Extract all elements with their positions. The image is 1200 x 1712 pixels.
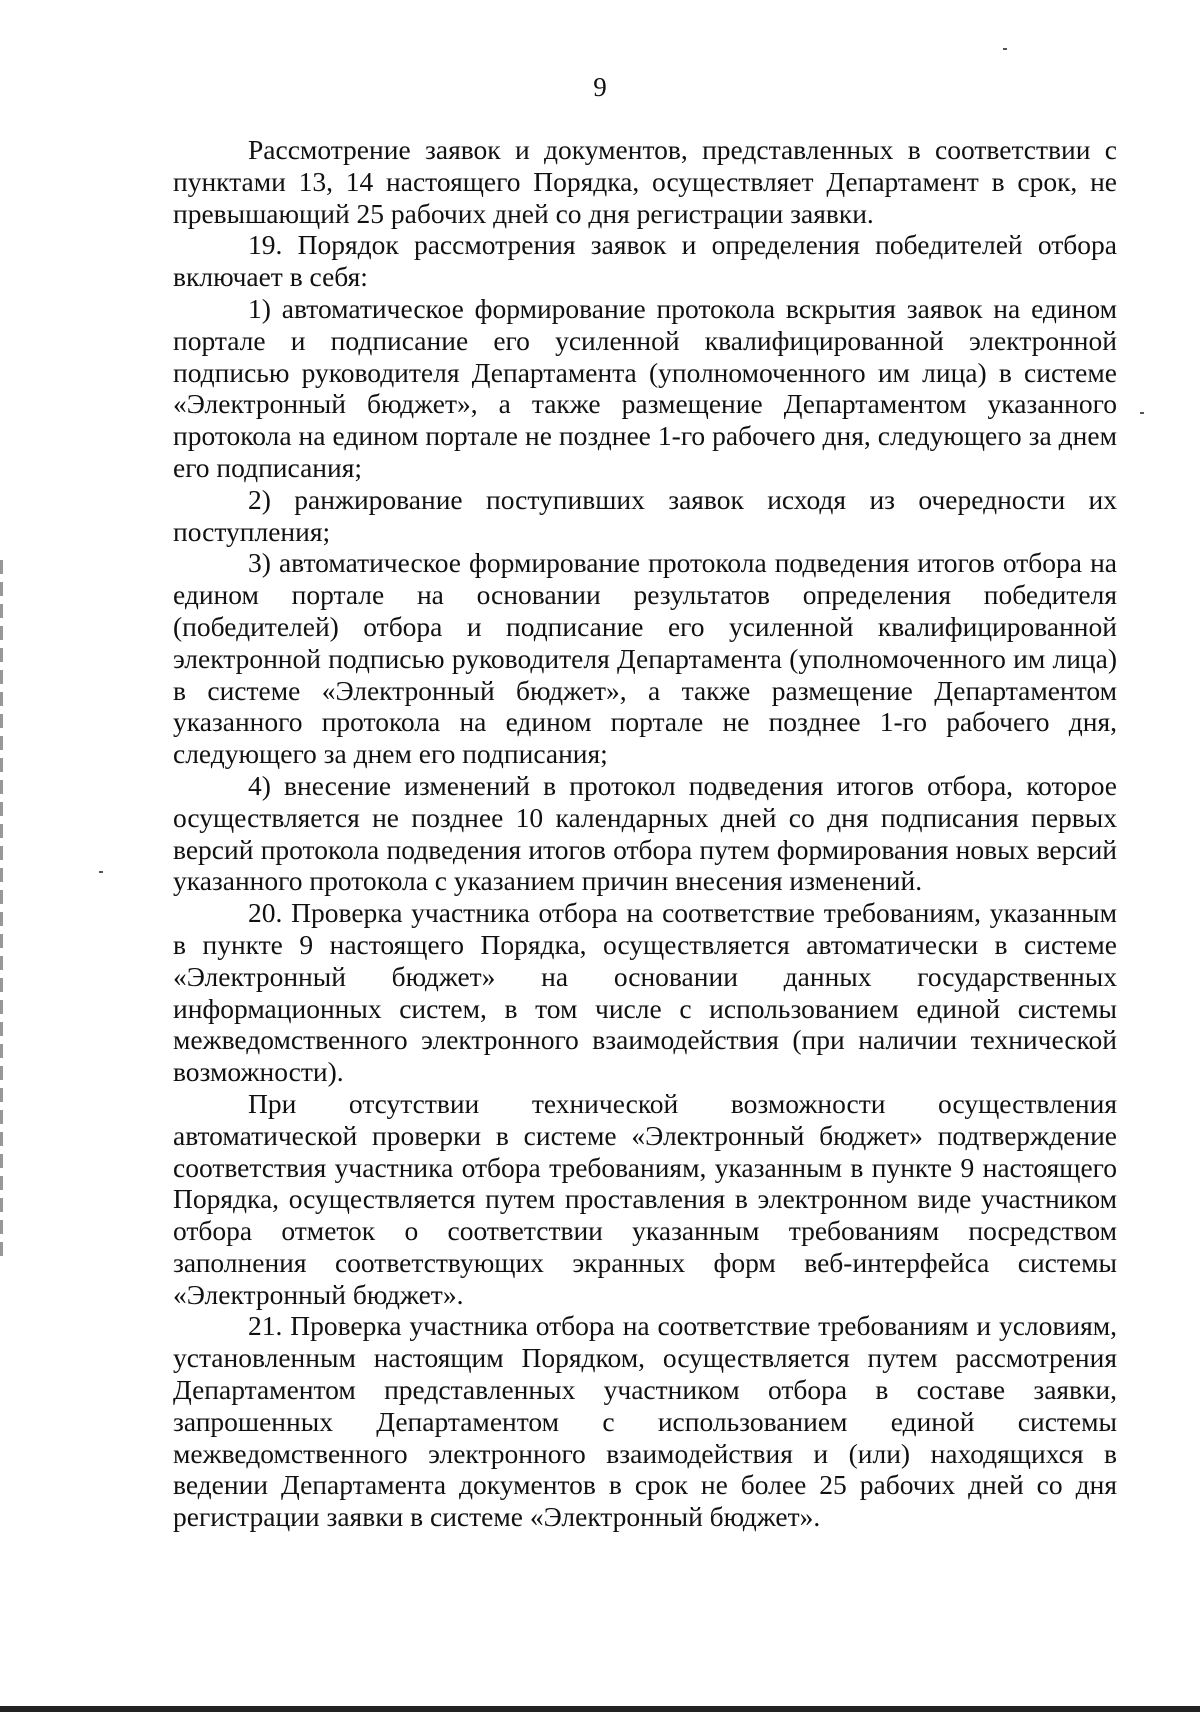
scan-edge-left xyxy=(0,560,3,1260)
paragraph-19-item-4: 4) внесение изменений в протокол подведения итогов отбора, которое осуществляется не позднее 10 календарных дней со дня подписания первых версий протокола подведения итогов отбора путем формирования новых версий указанного протокола с указанием причин внесения изменений. xyxy=(173,769,1117,897)
scan-speck xyxy=(99,871,103,873)
paragraph-20: 20. Проверка участника отбора на соответствие требованиям, указанным в пункте 9 настоящего Порядка, осуществляется автоматически в системе «Электронный бюджет» на основании данных государственных информационных систем, в том числе с использованием единой системы межведомственного электронного взаимодействия (при наличии технической возможности). xyxy=(173,897,1117,1088)
paragraph-review-period: Рассмотрение заявок и документов, представленных в соответствии с пунктами 13, 14 настоящего Порядка, осуществляет Департамент в срок, не превышающий 25 рабочих дней со дня регистрации заявки. xyxy=(173,134,1117,229)
page-number: 9 xyxy=(593,72,607,102)
document-body xyxy=(173,134,1117,1533)
paragraph-20-manual-check: При отсутствии технической возможности осуществления автоматической проверки в системе «Электронный бюджет» подтверждение соответствия участника отбора требованиям, указанным в пункте 9 настоящего Порядка, осуществляется путем проставления в электронном виде участником отбора отметок о соответствии указанным требованиям посредством заполнения соответствующих экранных форм веб-интерфейса системы «Электронный бюджет». xyxy=(173,1087,1117,1310)
paragraph-19-item-3: 3) автоматическое формирование протокола подведения итогов отбора на едином портале на основании результатов определения победителя (победителей) отбора и подписание его усиленной квалифицированной электронной подписью руководителя Департамента (уполномоченного им лица) в системе «Электронный бюджет», а также размещение Департаментом указанного протокола на едином портале не позднее 1-го рабочего дня, следующего за днем его подписания; xyxy=(173,547,1117,770)
scan-speck xyxy=(1140,412,1144,414)
scan-edge-bottom xyxy=(0,1706,1200,1712)
scan-speck xyxy=(1003,48,1007,50)
paragraph-19: 19. Порядок рассмотрения заявок и определения победителей отбора включает в себя: xyxy=(173,229,1117,293)
paragraph-19-item-2: 2) ранжирование поступивших заявок исходя из очередности их поступления; xyxy=(173,483,1117,547)
paragraph-21: 21. Проверка участника отбора на соответствие требованиям и условиям, установленным настоящим Порядком, осуществляется путем рассмотрения Департаментом представленных участником отбора в составе заявки, запрошенных Департаментом с использованием единой системы межведомственного электронного взаимодействия и (или) находящихся в ведении Департамента документов в срок не более 25 рабочих дней со дня регистрации заявки в системе «Электронный бюджет». xyxy=(173,1310,1117,1533)
paragraph-19-item-1: 1) автоматическое формирование протокола вскрытия заявок на едином портале и подписание его усиленной квалифицированной электронной подписью руководителя Департамента (уполномоченного им лица) в системе «Электронный бюджет», а также размещение Департаментом указанного протокола на едином портале не позднее 1-го рабочего дня, следующего за днем его подписания; xyxy=(173,292,1117,483)
